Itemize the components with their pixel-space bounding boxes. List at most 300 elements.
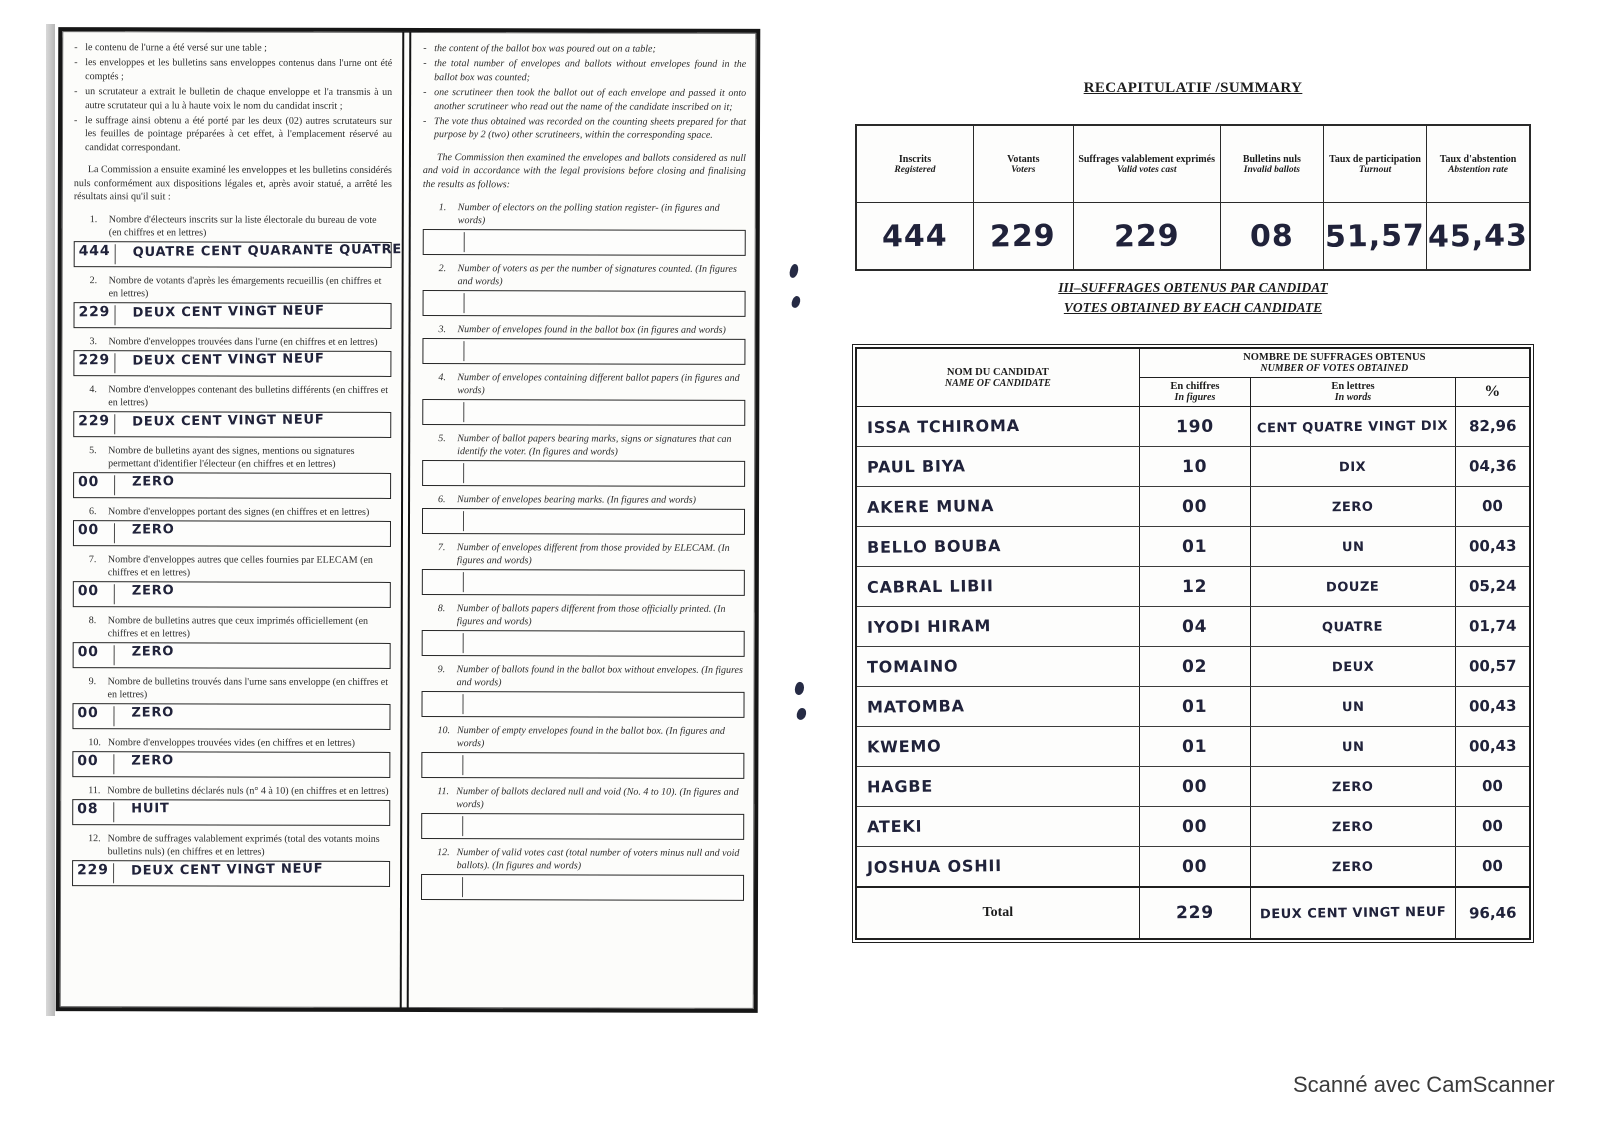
item-number: 1. [438,201,447,214]
item-text: Nombre de suffrages valablement exprimés (total des votants moins bulletins nuls) (en chiffres et en lettres) [107,833,380,858]
item-number: 5. [89,445,97,457]
form-item-fr [73,383,391,438]
item-answer-box-empty [421,813,744,840]
votes-section-title [855,278,1531,317]
summary-value-cell [1220,203,1323,271]
bullet-item: - le suffrage ainsi obtenu a été porté par les deux (02) autres scrutateurs sur les feuilles de pointage préparées à cet effet, à l'emplacement réservé au candidat correspondant. [74,114,392,155]
candidate-name-cell [856,647,1139,687]
item-number: 4. [438,371,446,384]
item-answer-box-empty [422,569,745,596]
handwritten-votes-percent: 00,43 [1468,536,1517,556]
item-label [423,201,746,228]
votes-obtained-header-fr: NOMBRE DE SUFFRAGES OBTENUS [1243,352,1426,363]
handwritten-figures: 08 [77,801,99,818]
box-divider [463,572,464,592]
votes-percent-cell [1455,847,1530,888]
candidate-name-cell [856,687,1139,727]
votes-obtained-header [1139,348,1530,378]
figures-subheader [1139,378,1251,407]
votes-words-cell [1251,607,1455,647]
form-item-fr [73,505,391,547]
item-answer-box-empty [421,752,744,779]
handwritten-votes-words: QUATRE [1322,619,1384,635]
form-item-en [422,602,745,657]
item-answer-box [73,350,391,377]
votes-title-en: VOTES OBTAINED BY EACH CANDIDATE [1063,299,1323,315]
votes-percent-cell [1455,407,1530,447]
form-item-en [421,663,744,718]
summary-header-cell [1324,125,1427,203]
item-answer-box-empty [423,229,746,256]
item-answer-box-empty [421,874,744,901]
candidate-row [856,447,1530,487]
handwritten-candidate-name: AKERE MUNA [866,495,995,517]
item-text: Nombre d'enveloppes portant des signes (en chiffres et en lettres) [108,506,370,519]
votes-words-cell [1251,567,1455,607]
candidate-row [856,647,1530,687]
summary-header-fr: Bulletins nuls [1242,153,1301,165]
handwritten-candidate-name: BELLO BOUBA [866,535,1002,557]
item-number: 9. [88,676,97,688]
votes-figures-cell [1139,447,1251,487]
form-item-fr [72,832,390,887]
handwritten-figures: 00 [78,474,100,491]
box-divider [462,694,463,714]
summary-header-en: Valid votes cast [1116,164,1177,175]
item-number: 6. [89,506,97,518]
form-item-fr [72,736,390,778]
item-text: Nombre d'enveloppes trouvées vides (en chiffres et en lettres) [107,737,356,750]
item-label [73,553,391,580]
votes-figures-cell [1139,647,1251,687]
box-divider [114,524,115,544]
item-answer-box [72,751,390,778]
handwritten-votes-words: DIX [1339,459,1367,475]
item-text: Number of envelopes found in the ballot box (in figures and words) [457,324,726,336]
handwritten-votes-words: UN [1341,699,1365,715]
item-text: Number of voters as per the number of signatures counted. (In figures and words) [457,263,737,288]
votes-obtained-header-en: NUMBER OF VOTES OBTAINED [1260,363,1409,374]
box-divider [115,245,116,265]
handwritten-votes-percent: 00,57 [1468,656,1517,676]
votes-words-cell [1251,727,1455,767]
handwritten-votes-percent: 00 [1481,816,1503,836]
item-number: 8. [437,602,446,615]
item-text: Nombre d'électeurs inscrits sur la liste électorale du bureau de vote (en chiffres et en lettres) [108,214,377,239]
box-divider [464,293,465,313]
handwritten-summary-value: 45,43 [1427,217,1529,255]
handwritten-votes-percent: 00,43 [1468,736,1517,756]
item-label [422,493,745,507]
box-divider [113,864,114,884]
summary-header-row [856,125,1530,203]
handwritten-votes-words: ZERO [1332,779,1374,795]
item-label [73,614,391,641]
summary-header-fr: Votants [1007,153,1040,165]
box-divider [114,585,115,605]
french-closing-paragraph: La Commission a ensuite examiné les enveloppes et les bulletins considérés nuls conformément aux dispositions légales et, après avoir statué, a arrêté les résultats ainsi qu'il suit : [73,164,392,203]
handwritten-votes-percent: 00,43 [1468,696,1517,716]
item-label [422,323,745,337]
item-answer-box-empty [422,338,745,365]
item-label [72,736,390,750]
handwritten-votes-percent: 00 [1481,496,1503,516]
handwritten-candidate-name: JOSHUA OSHII [866,855,1003,877]
form-item-en [422,323,745,365]
votes-percent-cell [1455,767,1530,807]
handwritten-candidate-name: KWEMO [866,735,942,757]
bullet-item: - un scrutateur a extrait le bulletin de chaque enveloppe et l'a transmis à un autre scrutateur qui a lu à haute voix le nom du candidat inscrit ; [74,85,392,113]
item-number: 12. [88,833,101,845]
handwritten-figures: 00 [77,753,99,770]
english-items [421,201,746,908]
handwritten-votes-figures: 00 [1182,776,1208,797]
bullet-item: - les enveloppes et les bulletins sans enveloppes contenus dans l'urne ont été comptés ; [74,57,392,85]
handwritten-votes-percent: 04,36 [1468,456,1517,476]
votes-title-fr: III–SUFFRAGES OBTENUS PAR CANDIDAT [1058,280,1328,295]
handwritten-votes-percent: 01,74 [1468,616,1517,636]
item-number: 2. [438,262,447,275]
handwritten-words: ZERO [131,753,175,769]
summary-title: RECAPITULATIF /SUMMARY [1083,80,1303,96]
handwritten-summary-value: 229 [1113,218,1180,254]
candidate-name-header [856,348,1139,407]
handwritten-candidate-name: TOMAINO [866,655,959,677]
form-item-en [422,371,745,426]
candidate-name-cell [856,807,1139,847]
handwritten-votes-figures: 01 [1182,736,1208,757]
item-label [73,383,391,410]
candidate-name-cell [856,527,1139,567]
item-label [422,602,745,629]
item-label [72,784,390,798]
handwritten-votes-words: ZERO [1332,499,1374,515]
item-number: 11. [437,785,450,798]
item-text: Nombre d'enveloppes autres que celles fournies par ELECAM (en chiffres et en lettres) [107,554,373,579]
summary-header-fr: Inscrits [898,153,932,165]
item-text: Number of ballots papers different from those officially printed. (In figures and words) [456,603,726,628]
handwritten-figures: 00 [77,705,99,722]
english-bullet-list [423,42,746,143]
candidate-name-cell [856,767,1139,807]
item-number: 12. [437,846,450,859]
summary-value-cell [1324,203,1427,271]
candidate-name-cell [856,407,1139,447]
handwritten-summary-value: 229 [990,218,1057,254]
scan-ink-mark [790,295,802,309]
votes-figures-cell [1139,847,1251,888]
form-item-fr [73,444,391,499]
handwritten-candidate-name: MATOMBA [866,695,965,717]
percent-subheader: % [1455,378,1530,407]
form-item-en [422,432,745,487]
candidate-name-cell [856,447,1139,487]
votes-figures-cell [1139,887,1251,939]
item-number: 4. [89,384,97,396]
handwritten-votes-figures: 00 [1182,856,1208,877]
candidate-row [856,527,1530,567]
english-closing-paragraph: The Commission then examined the envelopes and ballots considered as null and void in accordance with the legal provisions before closing and finalising the results as follows: [422,151,746,190]
summary-value-cell [1073,203,1220,271]
votes-words-cell [1251,487,1455,527]
french-items [72,213,403,894]
item-answer-box [72,799,390,826]
handwritten-votes-figures: 01 [1182,696,1208,717]
item-text: Number of ballots declared null and void (No. 4 to 10). (In figures and words) [456,786,739,811]
handwritten-votes-percent: 00 [1481,856,1503,876]
scan-ink-mark [793,681,805,696]
votes-words-cell [1251,527,1455,567]
box-divider [463,341,464,361]
votes-figures-cell [1139,407,1251,447]
handwritten-summary-value: 08 [1249,218,1294,254]
item-label [73,505,391,519]
item-answer-box [73,411,391,438]
box-divider [114,415,115,435]
english-column [409,32,757,1009]
item-number: 8. [88,615,97,627]
votes-words-cell [1251,647,1455,687]
words-subheader-en: In words [1334,392,1372,403]
item-answer-box-empty [422,399,745,426]
votes-percent-cell [1455,607,1530,647]
box-divider [114,354,115,374]
scan-edge-shadow [46,24,55,1016]
form-item-fr [74,213,403,268]
summary-value-cell [1427,203,1530,271]
handwritten-words: ZERO [132,474,175,490]
item-text: Nombre d'enveloppes contenant des bulletins différents (en chiffres et en lettres) [108,384,389,409]
item-label [421,846,744,873]
form-item-en [421,724,744,779]
box-divider [114,476,115,496]
item-answer-box [73,520,391,547]
handwritten-votes-words: DEUX [1331,659,1375,675]
candidate-row [856,847,1530,888]
item-text: Nombre de bulletins déclarés nuls (n° 4 à 10) (en chiffres et en lettres) [107,785,389,798]
handwritten-figures: 444 [78,243,111,260]
item-number: 1. [89,214,98,226]
candidate-row [856,687,1530,727]
summary-header-en: Invalid ballots [1243,164,1300,175]
form-item-fr [73,335,391,377]
item-number: 3. [89,336,97,348]
candidate-row [856,807,1530,847]
votes-figures-cell [1139,687,1251,727]
box-divider [463,633,464,653]
votes-words-cell [1251,407,1455,447]
scan-ink-mark [795,707,808,722]
votes-words-cell [1251,687,1455,727]
item-text: Number of envelopes different from those provided by ELECAM. (In figures and words) [456,542,730,567]
summary-header-en: Turnout [1358,164,1392,175]
handwritten-words: ZERO [131,705,175,721]
form-item-fr [72,675,390,730]
item-number: 11. [88,785,101,797]
summary-header-en: Registered [894,164,936,175]
item-label [74,274,392,301]
box-divider [113,803,114,823]
votes-words-cell [1251,767,1455,807]
form-item-fr [73,553,391,608]
votes-figures-cell [1139,527,1251,567]
bullet-item: - The vote thus obtained was recorded on the counting sheets prepared for that purpose by 2 (two) other scrutineers, within the corresponding space. [423,115,746,143]
form-item-en [423,201,746,256]
item-number: 5. [438,432,446,445]
total-row [856,887,1530,939]
candidate-row [856,607,1530,647]
candidate-name-cell [856,567,1139,607]
candidate-row [856,407,1530,447]
item-number: 7. [437,541,446,554]
item-answer-box [74,302,392,329]
handwritten-candidate-name: IYODI HIRAM [866,615,992,637]
item-text: Number of envelopes bearing marks. (In figures and words) [457,494,697,506]
votes-figures-cell [1139,487,1251,527]
handwritten-candidate-name: CABRAL LIBII [866,575,994,597]
handwritten-summary-value: 444 [881,218,949,254]
item-text: Number of envelopes containing different ballot papers (in figures and words) [457,372,740,397]
item-number: 7. [88,554,97,566]
handwritten-votes-words: ZERO [1332,819,1374,835]
votes-figures-cell [1139,607,1251,647]
candidate-name-cell [856,727,1139,767]
summary-header-fr: Taux d'abstention [1439,153,1517,165]
words-subheader [1251,378,1455,407]
figures-subheader-fr: En chiffres [1170,381,1220,392]
handwritten-words: ZERO [131,522,175,538]
summary-header-en: Voters [1011,164,1036,175]
handwritten-summary-value: 51,57 [1324,217,1426,255]
french-bullet-list [74,41,392,155]
bullet-item: - le contenu de l'urne a été versé sur une table ; [74,41,392,55]
item-label [73,675,391,702]
form-item-en [422,541,745,596]
handwritten-words: ZERO [131,644,175,660]
box-divider [462,877,463,897]
handwritten-figures: 00 [77,644,99,661]
item-answer-box [73,642,391,669]
votes-percent-cell [1455,487,1530,527]
bullet-item: - the total number of envelopes and ballots without envelopes found in the ballot box was counted; [423,57,746,85]
total-label-cell: Total [856,887,1139,939]
summary-value-cell [856,203,973,271]
item-label [422,541,745,568]
form-item-fr [72,784,390,826]
candidate-name-cell [856,487,1139,527]
item-answer-box [72,703,390,730]
handwritten-votes-figures: 190 [1175,416,1215,437]
handwritten-votes-words: CENT QUATRE VINGT DIX [1257,418,1449,436]
handwritten-candidate-name: ISSA TCHIROMA [866,415,1021,437]
summary-header-fr: Taux de participation [1329,153,1421,165]
form-item-fr [73,614,391,669]
handwritten-votes-percent: 00 [1481,776,1503,796]
handwritten-figures: 229 [76,862,109,879]
handwritten-votes-figures: 04 [1182,616,1208,637]
item-label [421,724,744,751]
handwritten-words: DEUX CENT VINGT NEUF [132,303,325,321]
item-text: Nombre de bulletins ayant des signes, mentions ou signatures permettant d'identifier l'électeur (en chiffres et en lettres) [108,445,355,471]
handwritten-votes-figures: 12 [1182,576,1208,597]
bullet-item: - the content of the ballot box was poured out on a table; [423,42,746,56]
form-item-en [423,262,746,317]
box-divider [114,646,115,666]
candidate-name-header-fr: NOM DU CANDIDAT [946,366,1049,378]
handwritten-votes-figures: 00 [1182,816,1208,837]
summary-header-cell [1220,125,1323,203]
item-answer-box-empty [422,508,745,535]
handwritten-votes-words: DOUZE [1326,579,1380,595]
french-column [60,31,403,1008]
item-label [73,444,391,471]
summary-header-cell [856,125,973,203]
item-answer-box-empty [422,630,745,657]
votes-table [855,347,1531,940]
form-item-en [421,785,744,840]
summary-header-fr: Suffrages valablement exprimés [1078,153,1215,165]
item-answer-box [74,241,403,268]
scan-ink-mark [788,263,800,279]
item-text: Number of electors on the polling station register- (in figures and words) [457,202,720,227]
summary-header-en: Abstention rate [1448,164,1508,175]
summary-header-cell [1073,125,1220,203]
handwritten-votes-figures: 01 [1182,536,1208,557]
handwritten-votes-figures: 00 [1182,496,1208,517]
handwritten-candidate-name: ATEKI [866,816,923,836]
summary-value-cell [973,203,1073,271]
votes-percent-cell [1455,447,1530,487]
handwritten-figures: 00 [77,583,99,600]
camscanner-credit: Scanné avec CamScanner [1293,1072,1555,1097]
box-divider [462,816,463,836]
item-label [422,663,745,690]
votes-percent-cell [1455,807,1530,847]
item-label [423,262,746,289]
handwritten-votes-words: UN [1341,539,1365,555]
handwritten-candidate-name: PAUL BIYA [866,455,966,477]
box-divider [115,306,116,326]
summary-header-cell [973,125,1073,203]
box-divider [113,707,114,727]
handwritten-words: DEUX CENT VINGT NEUF [132,412,325,430]
candidate-row [856,487,1530,527]
item-number: 6. [438,493,446,506]
item-text: Nombre de bulletins trouvés dans l'urne sans enveloppe (en chiffres et en lettres) [107,676,389,701]
handwritten-votes-figures: 229 [1175,902,1215,924]
item-answer-box-empty [421,691,744,718]
handwritten-votes-percent: 05,24 [1468,576,1517,596]
bullet-item: - one scrutineer then took the ballot out of each envelope and passed it onto another scrutineer who read out the name of the candidate inscribed on it; [423,86,746,114]
handwritten-votes-words: ZERO [1332,859,1374,875]
handwritten-votes-figures: 10 [1182,456,1208,477]
handwritten-words: DEUX CENT VINGT NEUF [132,351,325,369]
item-answer-box-empty [423,290,746,317]
box-divider [462,755,463,775]
handwritten-votes-figures: 02 [1182,656,1208,677]
item-text: Number of valid votes cast (total number of voters minus null and void ballots). (In figures and words) [456,847,740,872]
summary-values-row [856,203,1530,271]
votes-percent-cell [1455,687,1530,727]
box-divider [463,511,464,531]
item-label [72,832,390,859]
votes-percent-cell [1455,647,1530,687]
votes-figures-cell [1139,807,1251,847]
votes-percent-cell [1455,567,1530,607]
candidate-name-cell [856,847,1139,888]
words-subheader-fr: En lettres [1331,381,1375,392]
item-answer-box [72,860,390,887]
